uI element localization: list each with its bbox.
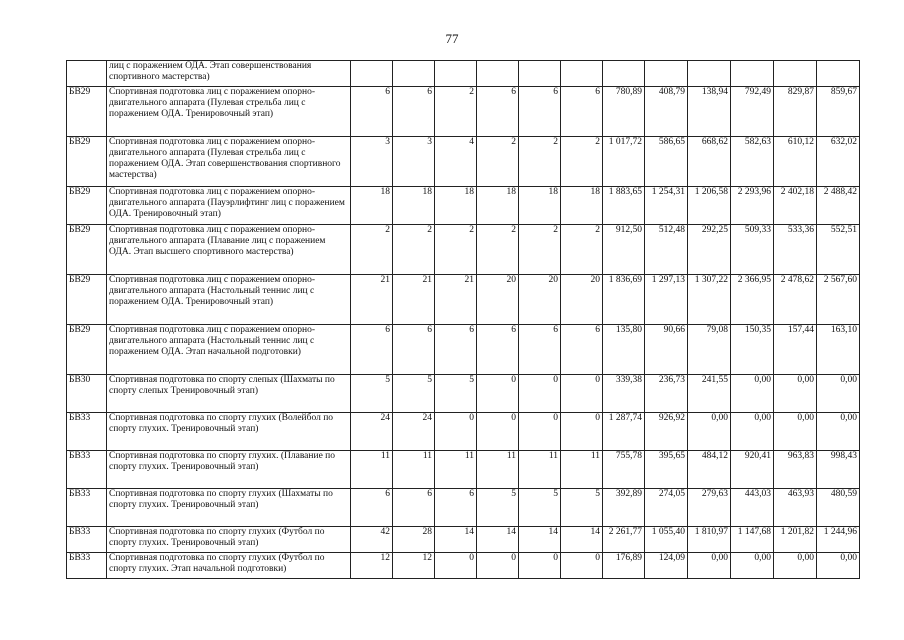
row-value-6: 2 <box>561 225 603 275</box>
row-value-4: 2 <box>477 225 519 275</box>
row-value-7: 780,89 <box>603 87 645 137</box>
row-value-10: 0,00 <box>731 553 774 579</box>
row-value-12: 0,00 <box>817 553 860 579</box>
table-row <box>67 187 860 225</box>
row-value-4: 2 <box>477 137 519 187</box>
row-value-7: 1 883,65 <box>603 187 645 225</box>
row-value-9 <box>688 61 731 87</box>
row-value-8: 124,09 <box>645 553 688 579</box>
row-value-10: 582,63 <box>731 137 774 187</box>
row-value-11: 157,44 <box>774 325 817 375</box>
row-name: Спортивная подготовка лиц с поражением опорно-двигательного аппарата (Плавание лиц с поражением ОДА. Этап высшего спортивного мастерства) <box>107 225 351 275</box>
row-value-10: 792,49 <box>731 87 774 137</box>
row-value-3: 21 <box>435 275 477 325</box>
row-value-3: 4 <box>435 137 477 187</box>
row-value-11: 2 402,18 <box>774 187 817 225</box>
row-value-3: 5 <box>435 375 477 413</box>
row-code: БВ29 <box>67 325 107 375</box>
row-value-5 <box>519 61 561 87</box>
row-code: БВ29 <box>67 275 107 325</box>
row-value-5: 2 <box>519 225 561 275</box>
row-value-9: 484,12 <box>688 451 731 489</box>
row-value-4: 11 <box>477 451 519 489</box>
row-value-1: 18 <box>351 187 393 225</box>
row-value-6: 18 <box>561 187 603 225</box>
row-value-4: 14 <box>477 527 519 553</box>
row-value-10: 2 293,96 <box>731 187 774 225</box>
row-value-9: 1 206,58 <box>688 187 731 225</box>
row-value-10: 2 366,95 <box>731 275 774 325</box>
row-value-7: 176,89 <box>603 553 645 579</box>
row-name: Спортивная подготовка по спорту слепых (Шахматы по спорту слепых Тренировочный этап) <box>107 375 351 413</box>
row-code: БВ33 <box>67 553 107 579</box>
row-value-2: 18 <box>393 187 435 225</box>
row-value-12: 1 244,96 <box>817 527 860 553</box>
row-value-1: 6 <box>351 325 393 375</box>
row-value-5: 2 <box>519 137 561 187</box>
row-value-1: 6 <box>351 489 393 527</box>
row-value-6: 0 <box>561 553 603 579</box>
row-value-6: 20 <box>561 275 603 325</box>
row-value-12: 0,00 <box>817 375 860 413</box>
row-code: БВ33 <box>67 413 107 451</box>
row-name: Спортивная подготовка по спорту глухих. (Плавание по спорту глухих. Тренировочный этап) <box>107 451 351 489</box>
row-value-9: 279,63 <box>688 489 731 527</box>
row-value-5: 18 <box>519 187 561 225</box>
row-value-11: 0,00 <box>774 413 817 451</box>
row-name: Спортивная подготовка лиц с поражением опорно-двигательного аппарата (Пулевая стрельба лиц с поражением ОДА. Этап совершенствования спортивного мастерства) <box>107 137 351 187</box>
table-row <box>67 275 860 325</box>
table-row <box>67 375 860 413</box>
row-value-12 <box>817 61 860 87</box>
row-value-8: 395,65 <box>645 451 688 489</box>
row-value-4: 5 <box>477 489 519 527</box>
row-value-5: 20 <box>519 275 561 325</box>
row-value-2: 24 <box>393 413 435 451</box>
row-value-6: 14 <box>561 527 603 553</box>
row-value-12: 2 488,42 <box>817 187 860 225</box>
row-value-12: 998,43 <box>817 451 860 489</box>
row-value-3: 14 <box>435 527 477 553</box>
row-value-5: 6 <box>519 325 561 375</box>
row-value-7: 339,38 <box>603 375 645 413</box>
row-value-3: 18 <box>435 187 477 225</box>
row-value-8: 1 297,13 <box>645 275 688 325</box>
row-value-12: 480,59 <box>817 489 860 527</box>
row-value-5: 14 <box>519 527 561 553</box>
row-value-1: 11 <box>351 451 393 489</box>
row-value-6 <box>561 61 603 87</box>
row-value-6: 6 <box>561 325 603 375</box>
table-row <box>67 527 860 553</box>
table-row <box>67 225 860 275</box>
row-value-9: 668,62 <box>688 137 731 187</box>
row-value-1: 42 <box>351 527 393 553</box>
row-value-2 <box>393 61 435 87</box>
row-value-3: 11 <box>435 451 477 489</box>
table-row <box>67 137 860 187</box>
row-value-10 <box>731 61 774 87</box>
row-value-3: 0 <box>435 553 477 579</box>
row-code: БВ33 <box>67 527 107 553</box>
row-value-2: 12 <box>393 553 435 579</box>
row-code: БВ33 <box>67 489 107 527</box>
row-value-1: 21 <box>351 275 393 325</box>
row-value-4: 20 <box>477 275 519 325</box>
row-value-8: 90,66 <box>645 325 688 375</box>
row-value-8: 1 055,40 <box>645 527 688 553</box>
row-code: БВ29 <box>67 87 107 137</box>
row-value-10: 1 147,68 <box>731 527 774 553</box>
row-value-2: 6 <box>393 325 435 375</box>
row-value-4: 18 <box>477 187 519 225</box>
row-value-12: 552,51 <box>817 225 860 275</box>
row-value-6: 0 <box>561 375 603 413</box>
row-code: БВ29 <box>67 225 107 275</box>
row-name: Спортивная подготовка по спорту глухих (Футбол по спорту глухих. Тренировочный этап) <box>107 527 351 553</box>
row-value-8 <box>645 61 688 87</box>
row-value-8: 586,65 <box>645 137 688 187</box>
row-value-1: 24 <box>351 413 393 451</box>
row-value-2: 5 <box>393 375 435 413</box>
row-value-3: 6 <box>435 325 477 375</box>
row-value-11 <box>774 61 817 87</box>
row-value-3: 2 <box>435 87 477 137</box>
row-name: Спортивная подготовка лиц с поражением опорно-двигательного аппарата (Пауэрлифтинг лиц с поражением ОДА. Тренировочный этап) <box>107 187 351 225</box>
row-value-3: 2 <box>435 225 477 275</box>
row-name: Спортивная подготовка лиц с поражением опорно-двигательного аппарата (Настольный теннис лиц с поражением ОДА. Этап начальной подготовки) <box>107 325 351 375</box>
row-value-10: 509,33 <box>731 225 774 275</box>
row-value-8: 512,48 <box>645 225 688 275</box>
table-row <box>67 61 860 87</box>
row-value-8: 236,73 <box>645 375 688 413</box>
table-body <box>67 61 860 579</box>
row-value-8: 1 254,31 <box>645 187 688 225</box>
row-value-4: 0 <box>477 413 519 451</box>
row-value-8: 926,92 <box>645 413 688 451</box>
row-value-7: 1 287,74 <box>603 413 645 451</box>
row-value-1: 12 <box>351 553 393 579</box>
row-code: БВ30 <box>67 375 107 413</box>
row-code: БВ29 <box>67 187 107 225</box>
row-value-10: 150,35 <box>731 325 774 375</box>
row-value-7: 1 017,72 <box>603 137 645 187</box>
row-value-11: 829,87 <box>774 87 817 137</box>
row-value-10: 443,03 <box>731 489 774 527</box>
page-number: 77 <box>445 31 459 46</box>
row-value-12: 2 567,60 <box>817 275 860 325</box>
row-value-7 <box>603 61 645 87</box>
row-value-12: 0,00 <box>817 413 860 451</box>
row-value-11: 963,83 <box>774 451 817 489</box>
row-value-8: 274,05 <box>645 489 688 527</box>
row-value-10: 0,00 <box>731 375 774 413</box>
row-value-1: 3 <box>351 137 393 187</box>
row-value-2: 28 <box>393 527 435 553</box>
row-value-10: 0,00 <box>731 413 774 451</box>
table-row <box>67 87 860 137</box>
row-value-3: 6 <box>435 489 477 527</box>
row-value-1 <box>351 61 393 87</box>
row-value-11: 533,36 <box>774 225 817 275</box>
row-value-5: 0 <box>519 413 561 451</box>
row-name: Спортивная подготовка лиц с поражением опорно-двигательного аппарата (Настольный теннис лиц с поражением ОДА. Тренировочный этап) <box>107 275 351 325</box>
row-value-11: 2 478,62 <box>774 275 817 325</box>
row-value-3: 0 <box>435 413 477 451</box>
row-value-1: 2 <box>351 225 393 275</box>
table-row <box>67 413 860 451</box>
row-value-10: 920,41 <box>731 451 774 489</box>
row-value-7: 2 261,77 <box>603 527 645 553</box>
row-value-9: 241,55 <box>688 375 731 413</box>
row-value-12: 163,10 <box>817 325 860 375</box>
row-value-4: 6 <box>477 87 519 137</box>
row-value-6: 6 <box>561 87 603 137</box>
row-value-6: 11 <box>561 451 603 489</box>
row-value-3 <box>435 61 477 87</box>
row-value-9: 0,00 <box>688 413 731 451</box>
row-name: Спортивная подготовка по спорту глухих (Шахматы по спорту глухих. Тренировочный этап) <box>107 489 351 527</box>
row-value-7: 392,89 <box>603 489 645 527</box>
row-value-11: 610,12 <box>774 137 817 187</box>
row-value-7: 755,78 <box>603 451 645 489</box>
row-value-1: 6 <box>351 87 393 137</box>
row-value-12: 859,67 <box>817 87 860 137</box>
row-code <box>67 61 107 87</box>
table-row <box>67 451 860 489</box>
table-row <box>67 489 860 527</box>
row-value-6: 2 <box>561 137 603 187</box>
row-value-5: 5 <box>519 489 561 527</box>
row-value-11: 0,00 <box>774 553 817 579</box>
row-value-2: 21 <box>393 275 435 325</box>
row-value-4: 0 <box>477 553 519 579</box>
row-value-9: 1 307,22 <box>688 275 731 325</box>
row-value-5: 0 <box>519 375 561 413</box>
row-value-2: 2 <box>393 225 435 275</box>
row-value-2: 11 <box>393 451 435 489</box>
row-value-5: 0 <box>519 553 561 579</box>
table-row <box>67 553 860 579</box>
row-value-7: 135,80 <box>603 325 645 375</box>
row-value-7: 1 836,69 <box>603 275 645 325</box>
row-value-7: 912,50 <box>603 225 645 275</box>
row-value-11: 463,93 <box>774 489 817 527</box>
row-name: Спортивная подготовка по спорту глухих (Футбол по спорту глухих. Этап начальной подготовки) <box>107 553 351 579</box>
row-value-11: 0,00 <box>774 375 817 413</box>
row-value-9: 79,08 <box>688 325 731 375</box>
row-value-9: 1 810,97 <box>688 527 731 553</box>
row-value-4: 6 <box>477 325 519 375</box>
row-name: Спортивная подготовка лиц с поражением опорно-двигательного аппарата (Пулевая стрельба лиц с поражением ОДА. Тренировочный этап) <box>107 87 351 137</box>
row-value-2: 6 <box>393 87 435 137</box>
row-value-2: 6 <box>393 489 435 527</box>
row-value-4: 0 <box>477 375 519 413</box>
row-value-2: 3 <box>393 137 435 187</box>
row-value-12: 632,02 <box>817 137 860 187</box>
table-row <box>67 325 860 375</box>
row-value-9: 138,94 <box>688 87 731 137</box>
row-value-1: 5 <box>351 375 393 413</box>
row-value-9: 0,00 <box>688 553 731 579</box>
row-value-5: 6 <box>519 87 561 137</box>
row-name: лиц с поражением ОДА. Этап совершенствования спортивного мастерства) <box>107 61 351 87</box>
budget-table <box>66 60 860 579</box>
row-value-8: 408,79 <box>645 87 688 137</box>
row-value-6: 0 <box>561 413 603 451</box>
row-value-9: 292,25 <box>688 225 731 275</box>
row-name: Спортивная подготовка по спорту глухих (Волейбол по спорту глухих. Тренировочный этап) <box>107 413 351 451</box>
row-value-5: 11 <box>519 451 561 489</box>
row-value-6: 5 <box>561 489 603 527</box>
row-value-4 <box>477 61 519 87</box>
row-code: БВ33 <box>67 451 107 489</box>
row-code: БВ29 <box>67 137 107 187</box>
row-value-11: 1 201,82 <box>774 527 817 553</box>
